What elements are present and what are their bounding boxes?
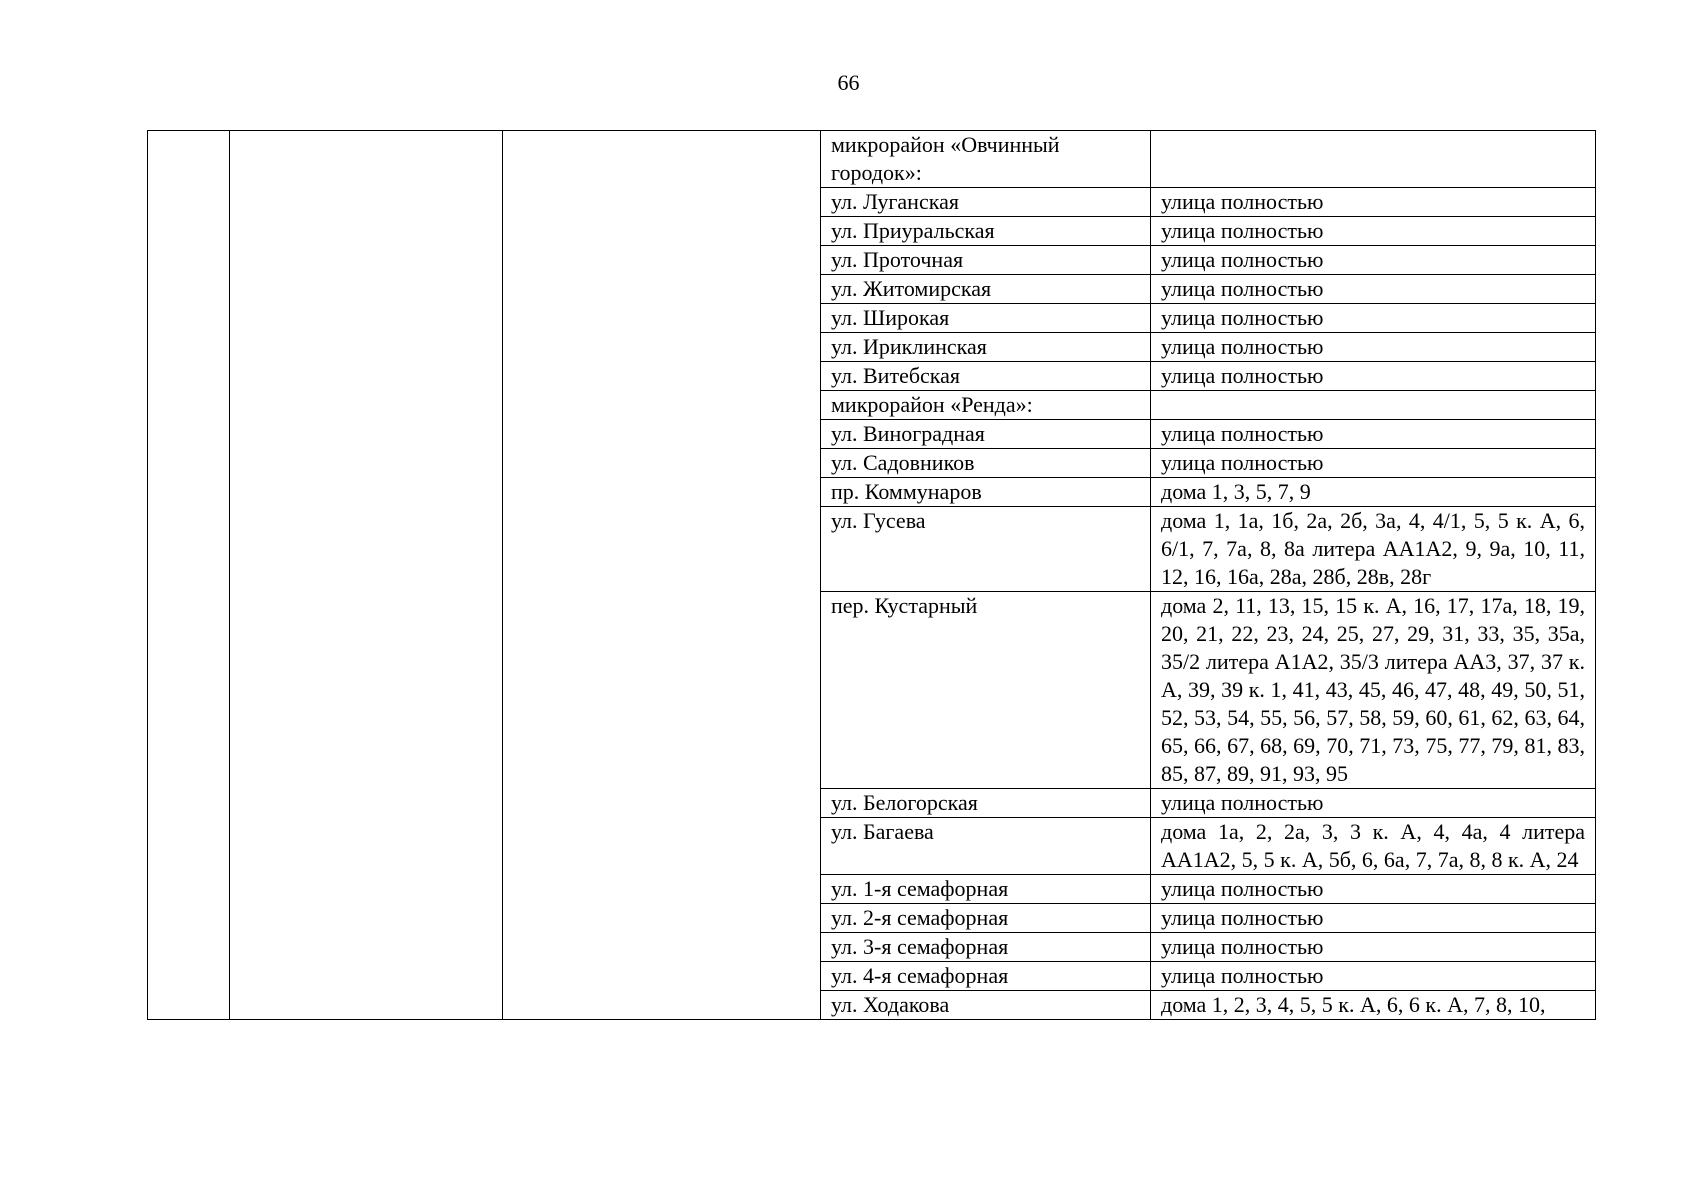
- table-row: [148, 131, 1596, 188]
- houses-cell: улица полностью: [1151, 904, 1596, 933]
- empty-col-2: [230, 131, 503, 1020]
- street-cell: микрорайон «Ренда»:: [821, 391, 1151, 420]
- street-cell: ул. Садовников: [821, 449, 1151, 478]
- street-cell: ул. Ходакова: [821, 991, 1151, 1020]
- houses-cell: [1151, 131, 1596, 188]
- street-cell: ул. Широкая: [821, 304, 1151, 333]
- houses-cell: дома 1а, 2, 2а, 3, 3 к. А, 4, 4а, 4 литера АА1А2, 5, 5 к. А, 5б, 6, 6а, 7, 7а, 8, 8 к. А, 24: [1151, 818, 1596, 875]
- houses-cell: улица полностью: [1151, 275, 1596, 304]
- street-cell: ул. Белогорская: [821, 789, 1151, 818]
- street-cell: ул. Витебская: [821, 362, 1151, 391]
- street-cell: ул. 4-я семафорная: [821, 962, 1151, 991]
- street-cell: ул. 2-я семафорная: [821, 904, 1151, 933]
- street-cell: ул. Багаева: [821, 818, 1151, 875]
- street-cell: ул. Ириклинская: [821, 333, 1151, 362]
- street-cell: ул. Луганская: [821, 188, 1151, 217]
- houses-cell: улица полностью: [1151, 789, 1596, 818]
- empty-col-1: [148, 131, 230, 1020]
- street-cell: ул. Житомирская: [821, 275, 1151, 304]
- street-cell: ул. Виноградная: [821, 420, 1151, 449]
- houses-cell: улица полностью: [1151, 217, 1596, 246]
- street-cell: микрорайон «Овчинный городок»:: [821, 131, 1151, 188]
- houses-cell: улица полностью: [1151, 246, 1596, 275]
- street-cell: пр. Коммунаров: [821, 478, 1151, 507]
- address-table: [147, 130, 1596, 1020]
- houses-cell: улица полностью: [1151, 933, 1596, 962]
- houses-cell: улица полностью: [1151, 875, 1596, 904]
- houses-cell: улица полностью: [1151, 420, 1596, 449]
- houses-cell: улица полностью: [1151, 188, 1596, 217]
- street-cell: ул. Приуральская: [821, 217, 1151, 246]
- street-cell: ул. Проточная: [821, 246, 1151, 275]
- houses-cell: улица полностью: [1151, 333, 1596, 362]
- houses-cell: дома 1, 2, 3, 4, 5, 5 к. А, 6, 6 к. А, 7, 8, 10,: [1151, 991, 1596, 1020]
- houses-cell: [1151, 391, 1596, 420]
- houses-cell: дома 1, 1а, 1б, 2а, 2б, 3а, 4, 4/1, 5, 5 к. А, 6, 6/1, 7, 7а, 8, 8а литера АА1А2, 9, 9а, 10, 11, 12, 16, 16а, 28а, 28б, 28в, 28г: [1151, 507, 1596, 592]
- houses-cell: улица полностью: [1151, 449, 1596, 478]
- houses-cell: дома 2, 11, 13, 15, 15 к. А, 16, 17, 17а, 18, 19, 20, 21, 22, 23, 24, 25, 27, 29, 31, 33, 35, 35а, 35/2 литера А1А2, 35/3 литера АА3, 37, 37 к. А, 39, 39 к. 1, 41, 43, 45, 46, 47, 48, 49, 50, 51, 52, 53, 54, 55, 56, 57, 58, 59, 60, 61, 62, 63, 64, 65, 66, 67, 68, 69, 70, 71, 73, 75, 77, 79, 81, 83, 85, 87, 89, 91, 93, 95: [1151, 592, 1596, 789]
- houses-cell: улица полностью: [1151, 304, 1596, 333]
- houses-cell: дома 1, 3, 5, 7, 9: [1151, 478, 1596, 507]
- page-number: 66: [837, 70, 860, 95]
- address-table-body: [148, 131, 1596, 1020]
- empty-col-3: [503, 131, 821, 1020]
- street-cell: ул. 1-я семафорная: [821, 875, 1151, 904]
- street-cell: пер. Кустарный: [821, 592, 1151, 789]
- houses-cell: улица полностью: [1151, 962, 1596, 991]
- houses-cell: улица полностью: [1151, 362, 1596, 391]
- street-cell: ул. Гусева: [821, 507, 1151, 592]
- street-cell: ул. 3-я семафорная: [821, 933, 1151, 962]
